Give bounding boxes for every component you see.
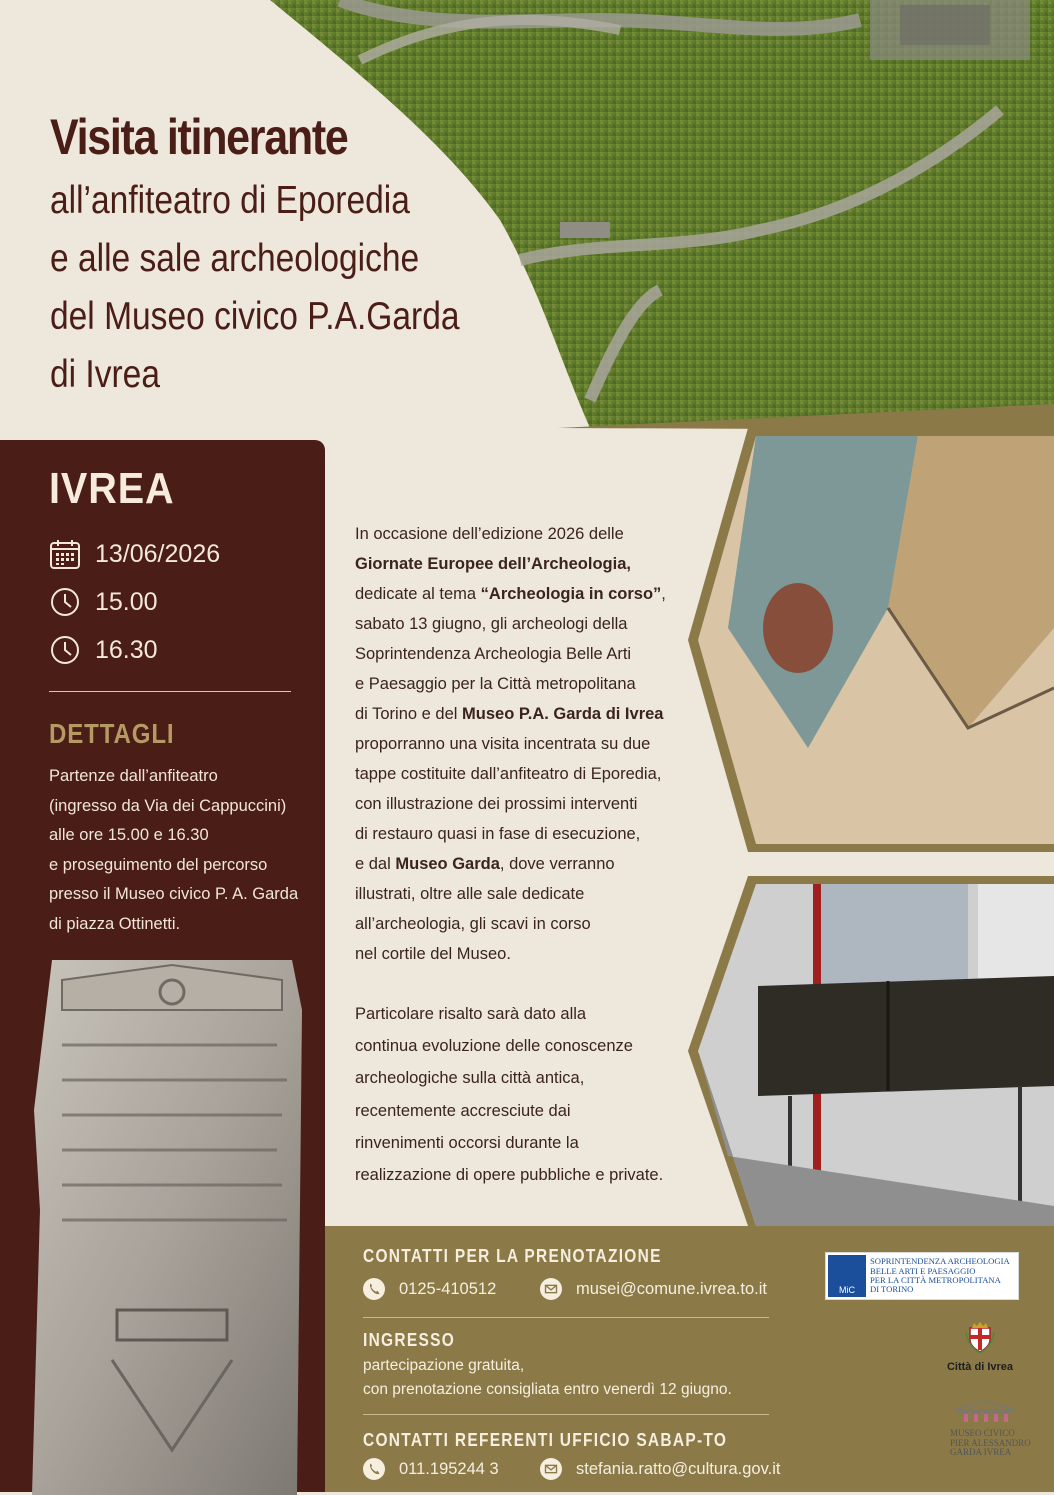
entry-line: con prenotazione consigliata entro venerdì 12 giugno. bbox=[363, 1381, 732, 1398]
sabap-line: DI TORINO bbox=[870, 1284, 914, 1295]
body-line: sabato 13 giugno, gli archeologi della bbox=[355, 615, 628, 633]
body-line: proporranno una visita incentrata su due bbox=[355, 735, 651, 753]
description-paragraph-1 bbox=[355, 519, 695, 969]
body-line: recentemente accresciute dai bbox=[355, 1101, 571, 1120]
subtitle-line: e alle sale archeologiche bbox=[50, 237, 420, 280]
body-line: In occasione dell’edizione 2026 delle bbox=[355, 525, 624, 543]
mail-icon bbox=[540, 1278, 562, 1300]
body-line: di Torino e del Museo P.A. Garda di Ivrea bbox=[355, 705, 664, 723]
body-line: e dal Museo Garda, dove verranno bbox=[355, 855, 615, 873]
details-text bbox=[49, 762, 314, 939]
subtitle-line: all’anfiteatro di Eporedia bbox=[50, 179, 410, 222]
ref-email-row bbox=[540, 1458, 780, 1480]
body-line: all’archeologia, gli scavi in corso bbox=[355, 915, 591, 933]
time-row bbox=[49, 634, 158, 666]
sabap-line: SOPRINTENDENZA ARCHEOLOGIA bbox=[870, 1256, 1010, 1267]
divider bbox=[49, 691, 291, 692]
details-heading: DETTAGLI bbox=[49, 718, 175, 749]
body-line: continua evoluzione delle conoscenze bbox=[355, 1037, 633, 1056]
sabap-line: PER LA CITTÀ METROPOLITANA bbox=[870, 1275, 1001, 1285]
clock-icon bbox=[49, 586, 81, 618]
side-panel bbox=[0, 440, 325, 1492]
garda-logo-text bbox=[950, 1428, 1031, 1458]
details-line: e proseguimento del percorso bbox=[49, 855, 268, 874]
body-line: dedicate al tema “Archeologia in corso”, bbox=[355, 585, 666, 603]
coat-of-arms-icon bbox=[963, 1320, 997, 1354]
page-title: Visita itinerante bbox=[50, 109, 348, 165]
subtitle-line: del Museo civico P.A.Garda bbox=[50, 295, 460, 338]
phone-icon bbox=[363, 1278, 385, 1300]
event-time-1: 15.00 bbox=[95, 587, 158, 616]
body-line: archeologiche sulla città antica, bbox=[355, 1069, 585, 1088]
citta-label: Città di Ivrea bbox=[946, 1361, 1014, 1373]
museum-room-image bbox=[688, 876, 1054, 1226]
body-line: tappe costituite dall’anfiteatro di Eporedia, bbox=[355, 765, 662, 783]
event-date: 13/06/2026 bbox=[95, 539, 221, 568]
date-row bbox=[49, 538, 220, 570]
museum-building-icon bbox=[950, 1398, 1020, 1424]
body-line: rinvenimenti occorsi durante la bbox=[355, 1133, 579, 1152]
body-line: Soprintendenza Archeologia Belle Arti bbox=[355, 645, 632, 663]
garda-line: MUSEO CIVICO bbox=[950, 1428, 1015, 1438]
ref-email[interactable]: stefania.ratto@cultura.gov.it bbox=[576, 1459, 781, 1478]
booking-phone[interactable]: 0125-410512 bbox=[399, 1279, 497, 1298]
booking-email[interactable]: musei@comune.ivrea.to.it bbox=[576, 1279, 767, 1298]
phone-icon bbox=[363, 1458, 385, 1480]
sabap-line: BELLE ARTI E PAESAGGIO bbox=[870, 1265, 976, 1276]
body-line: illustrati, oltre alle sale dedicate bbox=[355, 885, 585, 903]
city-title: IVREA bbox=[49, 464, 175, 513]
citta-di-ivrea-logo bbox=[940, 1320, 1020, 1373]
body-line: nel cortile del Museo. bbox=[355, 945, 511, 963]
details-line: (ingresso da Via dei Cappuccini) bbox=[49, 796, 287, 815]
garda-line: GARDA IVREA bbox=[950, 1447, 1012, 1457]
booking-phone-row bbox=[363, 1278, 496, 1300]
details-line: Partenze dall’anfiteatro bbox=[49, 767, 218, 785]
body-line: Particolare risalto sarà dato alla bbox=[355, 1005, 587, 1023]
calendar-icon bbox=[49, 538, 81, 570]
time-row bbox=[49, 586, 158, 618]
body-line: e Paesaggio per la Città metropolitana bbox=[355, 675, 636, 693]
details-line: di piazza Ottinetti. bbox=[49, 914, 181, 933]
ref-phone[interactable]: 011.195244 3 bbox=[399, 1459, 499, 1478]
description-paragraph-2 bbox=[355, 998, 695, 1191]
ref-phone-row bbox=[363, 1458, 499, 1480]
body-line: di restauro quasi in fase di esecuzione, bbox=[355, 825, 641, 843]
sabap-logo-text bbox=[870, 1257, 1010, 1295]
divider bbox=[363, 1317, 769, 1318]
garda-line: PIER ALESSANDRO bbox=[950, 1437, 1031, 1448]
sabap-logo bbox=[825, 1252, 1019, 1300]
booking-email-row bbox=[540, 1278, 767, 1300]
divider bbox=[363, 1414, 769, 1415]
event-time-2: 16.30 bbox=[95, 635, 158, 664]
body-line: con illustrazione dei prossimi interventi bbox=[355, 795, 638, 813]
booking-heading: CONTATTI PER LA PRENOTAZIONE bbox=[363, 1246, 662, 1266]
details-line: alle ore 15.00 e 16.30 bbox=[49, 826, 209, 844]
fresco-image bbox=[688, 428, 1054, 852]
museo-garda-logo bbox=[950, 1398, 1031, 1458]
body-line: Giornate Europee dell’Archeologia, bbox=[355, 555, 631, 573]
mic-logo: MiC bbox=[828, 1255, 866, 1297]
entry-line: partecipazione gratuita, bbox=[363, 1357, 525, 1374]
clock-icon bbox=[49, 634, 81, 666]
mail-icon bbox=[540, 1458, 562, 1480]
referents-heading: CONTATTI REFERENTI UFFICIO SABAP-TO bbox=[363, 1430, 728, 1450]
details-line: presso il Museo civico P. A. Garda bbox=[49, 885, 299, 903]
subtitle-line: di Ivrea bbox=[50, 353, 160, 396]
body-line: realizzazione di opere pubbliche e private. bbox=[355, 1166, 664, 1185]
roman-inscription-stone-image bbox=[22, 950, 307, 1495]
entry-heading: INGRESSO bbox=[363, 1330, 456, 1350]
title-block bbox=[50, 108, 520, 404]
